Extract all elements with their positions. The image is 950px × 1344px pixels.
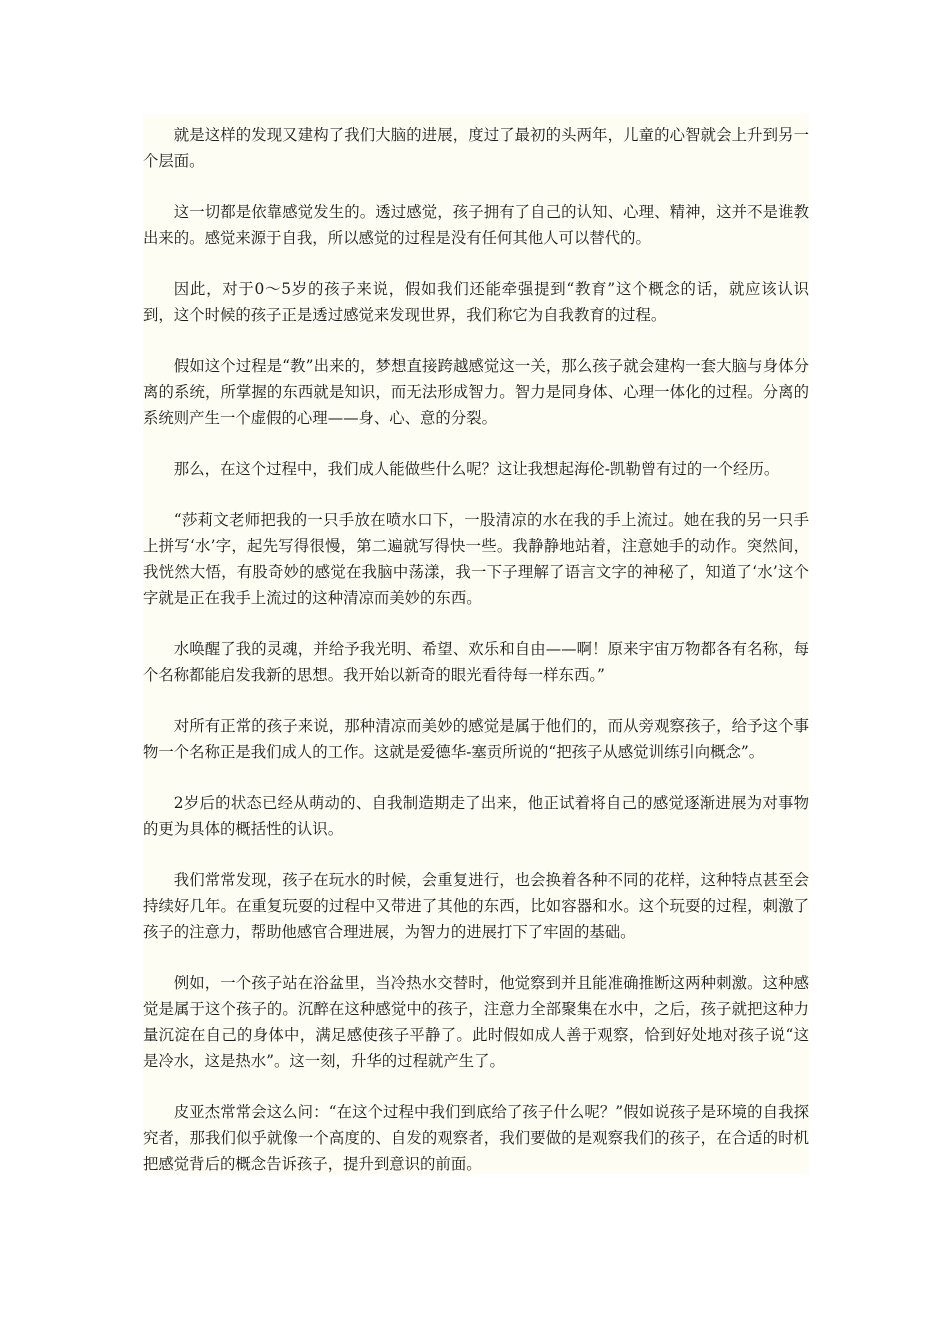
article-body: [143, 114, 809, 1174]
paragraph-8: 对所有正常的孩子来说，那种清凉而美妙的感觉是属于他们的，而从旁观察孩子，给予这个事物一个名称正是我们成人的工作。这就是爱德华-塞贡所说的“把孩子从感觉训练引向概念”。: [143, 717, 809, 761]
paragraph-11: 例如，一个孩子站在浴盆里，当冷热水交替时，他觉察到并且能准确推断这两种刺激。这种感觉是属于这个孩子的。沉醉在这种感觉中的孩子，注意力全部聚集在水中，之后，孩子就把这种力量沉淀在自己的身体中，满足感使孩子平静了。此时假如成人善于观察，恰到好处地对孩子说“这是冷水，这是热水”。这一刻，升华的过程就产生了。: [143, 974, 809, 1070]
paragraph-2: 这一切都是依靠感觉发生的。透过感觉，孩子拥有了自己的认知、心理、精神，这并不是谁教出来的。感觉来源于自我，所以感觉的过程是没有任何其他人可以替代的。: [143, 203, 809, 247]
paragraph-5: 那么，在这个过程中，我们成人能做些什么呢？这让我想起海伦-凯勒曾有过的一个经历。: [173, 460, 780, 478]
paragraph-4: 假如这个过程是“教”出来的，梦想直接跨越感觉这一关，那么孩子就会建构一套大脑与身体分离的系统，所掌握的东西就是知识，而无法形成智力。智力是同身体、心理一体化的过程。分离的系统则产生一个虚假的心理——身、心、意的分裂。: [143, 357, 809, 427]
paragraph-3: 因此，对于0～5岁的孩子来说，假如我们还能牵强提到“教育”这个概念的话，就应该认识到，这个时候的孩子正是透过感觉来发现世界，我们称它为自我教育的过程。: [143, 280, 809, 324]
paragraph-6: “莎莉文老师把我的一只手放在喷水口下，一股清凉的水在我的手上流过。她在我的另一只手上拼写‘水’字，起先写得很慢，第二遍就写得快一些。我静静地站着，注意她手的动作。突然间，我恍然大悟，有股奇妙的感觉在我脑中荡漾，我一下子理解了语言文字的神秘了，知道了‘水’这个字就是正在我手上流过的这种清凉而美妙的东西。: [143, 511, 809, 607]
paragraph-10: 我们常常发现，孩子在玩水的时候，会重复进行，也会换着各种不同的花样，这种特点甚至会持续好几年。在重复玩耍的过程中又带进了其他的东西，比如容器和水。这个玩耍的过程，刺激了孩子的注意力，帮助他感官合理进展，为智力的进展打下了牢固的基础。: [143, 871, 809, 941]
paragraph-12: 皮亚杰常常会这么问：“在这个过程中我们到底给了孩子什么呢？”假如说孩子是环境的自我探究者，那我们似乎就像一个高度的、自发的观察者，我们要做的是观察我们的孩子，在合适的时机把感觉背后的概念告诉孩子，提升到意识的前面。: [143, 1103, 809, 1173]
paragraph-1: 就是这样的发现又建构了我们大脑的进展，度过了最初的头两年，儿童的心智就会上升到另一个层面。: [143, 126, 809, 170]
paragraph-7: 水唤醒了我的灵魂，并给予我光明、希望、欢乐和自由——啊！原来宇宙万物都各有名称，每个名称都能启发我新的思想。我开始以新奇的眼光看待每一样东西。”: [143, 640, 809, 684]
paragraph-9: 2岁后的状态已经从萌动的、自我制造期走了出来，他正试着将自己的感觉逐渐进展为对事物的更为具体的概括性的认识。: [143, 794, 809, 838]
